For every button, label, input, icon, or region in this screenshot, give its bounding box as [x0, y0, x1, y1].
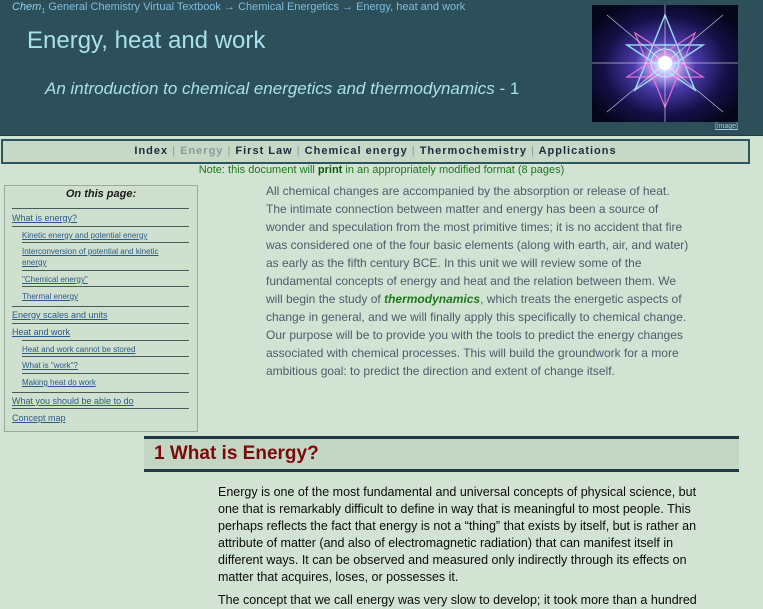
- intro-text: All chemical changes are accompanied by the absorption or release of heat. The intimate connection between matter and energy has been a source of wonder and speculation from the most primitive times; it is no accident that fire was considered one of the four basic elements (along with earth, air, and water) as early as the fifth century BCE. In this unit we will review some of the fundamental concepts of energy and heat and the relation between them. We will begin the study of: [266, 184, 689, 306]
- breadcrumb: [12, 1, 465, 15]
- nav-applications[interactable]: Applications: [538, 145, 617, 157]
- nav-first-law[interactable]: First Law: [235, 145, 293, 157]
- toc-divider: [22, 242, 189, 243]
- toc-divider: [22, 373, 189, 374]
- section-paragraph-2: The concept that we call energy was very slow to develop; it took more than a hundred: [218, 593, 697, 607]
- print-note-text-end: in an appropriately modified format (8 pages): [342, 164, 565, 176]
- nav-thermochemistry[interactable]: Thermochemistry: [419, 145, 528, 157]
- toc-divider: [22, 356, 189, 357]
- intro-term-thermodynamics: thermodynamics: [384, 292, 481, 306]
- nav-energy-current: Energy: [180, 145, 224, 157]
- toc-divider: [12, 392, 189, 393]
- nav-separator: |: [296, 145, 301, 157]
- toc-link-able-to-do[interactable]: What you should be able to do: [12, 396, 134, 406]
- toc-divider: [22, 340, 189, 341]
- toc-divider: [22, 270, 189, 271]
- intro-paragraph: [266, 182, 691, 380]
- toc-link-cannot-be-stored[interactable]: Heat and work cannot be stored: [22, 345, 136, 354]
- toc-divider: [12, 408, 189, 409]
- toc-link-what-is-work[interactable]: What is "work"?: [22, 361, 78, 370]
- toc-link-heat-do-work[interactable]: Making heat do work: [22, 378, 96, 387]
- print-note-bold: print: [317, 164, 343, 176]
- subtitle-text: An introduction to chemical energetics and thermodynamics: [45, 79, 495, 98]
- toc-link-interconversion[interactable]: Interconversion of potential and kinetic energy: [22, 247, 159, 267]
- image-credit-link[interactable]: [image]: [715, 123, 738, 130]
- section-heading-bar: [144, 436, 739, 472]
- toc-link-concept-map[interactable]: Concept map: [12, 413, 66, 423]
- print-note: [0, 164, 763, 176]
- toc-link-energy-scales[interactable]: Energy scales and units: [12, 310, 108, 320]
- toc-title: On this page:: [65, 188, 137, 200]
- chem-logo-text: Chem: [12, 1, 42, 13]
- page-title: Energy, heat and work: [27, 27, 266, 54]
- nav-separator: |: [411, 145, 416, 157]
- nav-chemical-energy[interactable]: Chemical energy: [304, 145, 408, 157]
- nav-separator: |: [531, 145, 535, 157]
- breadcrumb-textbook-link[interactable]: General Chemistry Virtual Textbook: [48, 1, 221, 13]
- toc-divider: [12, 208, 189, 209]
- nav-separator: |: [172, 145, 177, 157]
- breadcrumb-current-link[interactable]: Energy, heat and work: [356, 1, 466, 13]
- toc-link-heat-and-work[interactable]: Heat and work: [12, 327, 71, 337]
- star-burst-icon: [592, 5, 738, 122]
- on-this-page-box: [4, 185, 198, 432]
- page-header: [0, 0, 763, 136]
- breadcrumb-arrow: →: [342, 1, 353, 13]
- subtitle-number: - 1: [494, 79, 520, 98]
- nav-separator: |: [227, 145, 232, 157]
- toc-divider: [12, 306, 189, 307]
- toc-link-thermal-energy[interactable]: Thermal energy: [22, 292, 79, 301]
- nav-index[interactable]: Index: [134, 145, 169, 157]
- breadcrumb-energetics-link[interactable]: Chemical Energetics: [238, 1, 339, 13]
- header-star-image: [592, 5, 738, 122]
- print-note-text: Note: this document will: [198, 164, 318, 176]
- breadcrumb-arrow: →: [224, 1, 235, 13]
- section-heading: 1 What is Energy?: [154, 443, 319, 464]
- chem-logo-sub: 1: [41, 8, 46, 16]
- section-paragraph-1: Energy is one of the most fundamental and universal concepts of physical science, but one that is remarkably difficult to define in way that is meaningful to most people. This perhaps reflects the fact that energy is not a “thing” that exists by itself, but is rather an attribute of matter (and also of electromagnetic radiation) that can manifest itself in different ways. It can be observed and measured only indirectly through its effects on matter that acquires, loses, or possesses it.: [218, 485, 697, 584]
- breadcrumb-chem-link[interactable]: [12, 1, 46, 16]
- toc-divider: [12, 226, 189, 227]
- toc-divider: [22, 286, 189, 287]
- intro-text-end: , which treats the energetic aspects of change in general, and we will finally apply this specifically to chemical change. Our purpose will be to provide you with the tools to predict the energy changes associated with chemical processes. This will build the groundwork for a more ambitious goal: to predict the direction and extent of change itself.: [266, 292, 687, 378]
- toc-link-what-is-energy[interactable]: What is energy?: [12, 213, 78, 223]
- toc-divider: [12, 323, 189, 324]
- main-nav: [1, 139, 750, 164]
- page-subtitle: [45, 79, 519, 99]
- toc-link-kinetic-potential[interactable]: Kinetic energy and potential energy: [22, 231, 148, 240]
- toc-link-chemical-energy[interactable]: "Chemical energy": [22, 275, 88, 284]
